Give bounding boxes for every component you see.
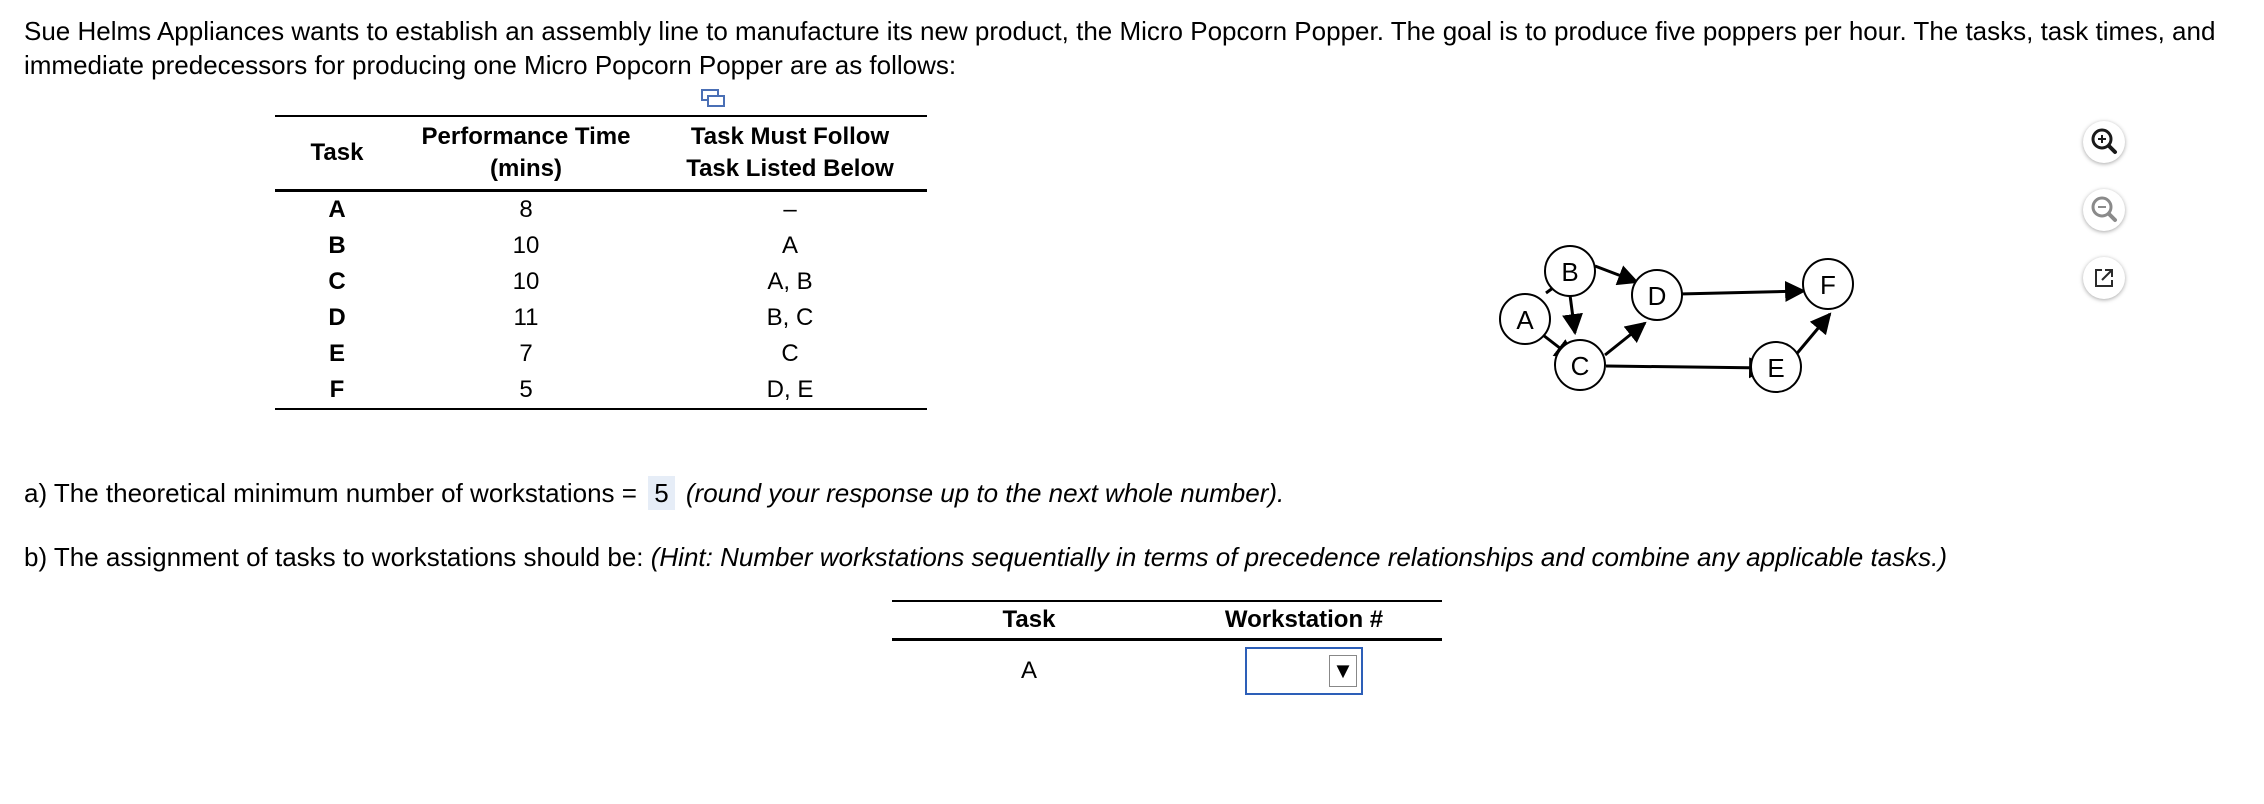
zoom-in-icon <box>2083 121 2125 163</box>
task-predecessors: A, B <box>767 268 813 295</box>
node-f-label: F <box>1820 270 1836 300</box>
table-row <box>275 191 927 229</box>
task-id: A <box>328 196 346 223</box>
node-e-label: E <box>1767 353 1785 383</box>
dropdown-arrow-icon: ▼ <box>1329 655 1357 687</box>
task-predecessors: D, E <box>766 376 814 403</box>
task-id: C <box>328 268 346 295</box>
task-time: 11 <box>513 304 539 331</box>
task-id: E <box>328 340 345 367</box>
edge-e-f <box>1794 314 1830 357</box>
precedence-diagram <box>1440 225 1900 425</box>
external-link-icon <box>2083 257 2125 299</box>
node-a-label: A <box>1516 305 1534 335</box>
question-b-hint: (Hint: Number workstations sequentially in terms of precedence relationships and combine any applicable tasks.) <box>650 542 1948 572</box>
edge-c-e <box>1606 366 1768 368</box>
question-a-text: a) The theoretical minimum number of workstations = <box>24 478 637 508</box>
task-predecessors: B, C <box>766 304 814 331</box>
header-task: Task <box>310 139 364 166</box>
edge-c-d <box>1605 323 1645 355</box>
node-c-label: C <box>1570 351 1590 381</box>
task-id: F <box>329 376 345 403</box>
question-a-hint: (round your response up to the next whole number). <box>685 478 1285 508</box>
assign-task-id: A <box>1020 657 1037 684</box>
node-d-label: D <box>1647 281 1667 311</box>
assign-workstation-cell <box>1166 640 1442 702</box>
task-time: 7 <box>519 340 533 367</box>
assign-header-workstation: Workstation # <box>1224 606 1384 633</box>
task-predecessors: A <box>781 232 798 259</box>
table-row <box>275 336 927 372</box>
task-predecessors: C <box>781 340 799 367</box>
task-id: D <box>328 304 346 331</box>
question-b <box>24 540 1947 574</box>
task-time: 10 <box>512 232 540 259</box>
task-table <box>275 115 927 410</box>
table-row <box>275 300 927 336</box>
table-row <box>275 264 927 300</box>
workstation-select[interactable] <box>1245 647 1363 695</box>
header-time-line1: Performance Time <box>421 123 631 150</box>
edge-b-c <box>1570 295 1575 333</box>
popout-button[interactable] <box>2083 257 2125 299</box>
assignment-table-header <box>892 601 1442 640</box>
edge-d-f <box>1679 291 1804 294</box>
table-row <box>275 372 927 409</box>
question-b-text: b) The assignment of tasks to workstations should be: <box>24 542 644 572</box>
table-row <box>892 640 1442 702</box>
question-a <box>24 476 1284 510</box>
task-table-header <box>275 116 927 191</box>
workstation-count-answer[interactable]: 5 <box>648 476 674 510</box>
zoom-out-icon <box>2083 189 2125 231</box>
task-time: 10 <box>512 268 540 295</box>
task-predecessors: – <box>783 196 797 223</box>
header-performance-time <box>399 116 653 191</box>
problem-intro: Sue Helms Appliances wants to establish an assembly line to manufacture its new product, the Micro Popcorn Popper. The goal is to produce five poppers per hour. The tasks, task times, and immediate predecessors for producing one Micro Popcorn Popper are as follows: <box>24 16 2216 80</box>
header-time-line2: (mins) <box>490 155 562 182</box>
header-predecessors <box>653 116 927 191</box>
header-pred-line2: Task Listed Below <box>686 155 894 182</box>
zoom-in-button[interactable] <box>2083 121 2125 163</box>
task-time: 5 <box>519 376 533 403</box>
header-pred-line1: Task Must Follow <box>690 123 890 150</box>
edge-b-d <box>1595 266 1637 282</box>
assignment-table <box>892 600 1442 701</box>
node-b-label: B <box>1561 257 1579 287</box>
assign-header-task: Task <box>1002 606 1056 633</box>
table-row <box>275 228 927 264</box>
zoom-out-button[interactable] <box>2083 189 2125 231</box>
task-id: B <box>328 232 346 259</box>
task-time: 8 <box>519 196 533 223</box>
copy-icon[interactable] <box>700 88 726 110</box>
